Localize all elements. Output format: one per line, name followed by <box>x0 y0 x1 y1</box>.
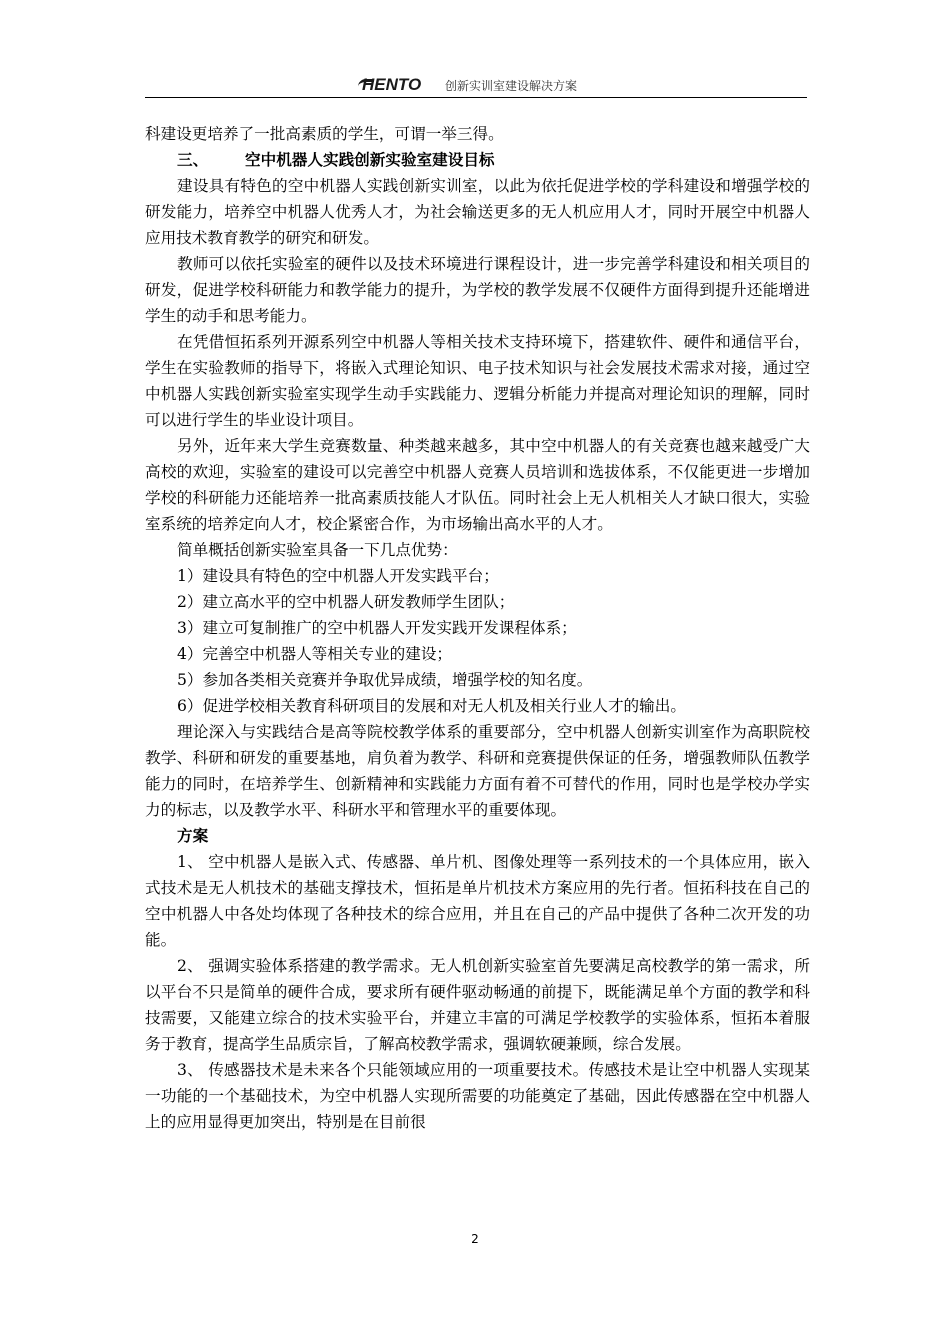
paragraph: 建设具有特色的空中机器人实践创新实训室，以此为依托促进学校的学科建设和增强学校的研发能力，培养空中机器人优秀人才，为社会输送更多的无人机应用人才，同时开展空中机器人应用技术教育教学的研究和研发。 <box>145 177 810 247</box>
paragraph: 另外，近年来大学生竞赛数量、种类越来越多，其中空中机器人的有关竞赛也越来越受广大高校的欢迎，实验室的建设可以完善空中机器人竞赛人员培训和选拔体系，不仅能更进一步增加学校的科研能力还能培养一批高素质技能人才队伍。同时社会上无人机相关人才缺口很大，实验室系统的培养定向人才，校企紧密合作，为市场输出高水平的人才。 <box>145 437 810 533</box>
section-heading <box>145 147 810 173</box>
paragraph: 简单概括创新实验室具备一下几点优势： <box>177 541 458 559</box>
plan-item: 1、 空中机器人是嵌入式、传感器、单片机、图像处理等一系列技术的一个具体应用，嵌入式技术是无人机技术的基础支撑技术，恒拓是单片机技术方案应用的先行者。恒拓科技在自己的空中机器人中各处均体现了各种技术的综合应用，并且在自己的产品中提供了各种二次开发的功能。 <box>145 853 810 949</box>
paragraph: 教师可以依托实验室的硬件以及技术环境进行课程设计，进一步完善学科建设和相关项目的研发，促进学校科研能力和教学能力的提升，为学校的教学发展不仅硬件方面得到提升还能增进学生的动手和思考能力。 <box>145 255 810 325</box>
section-title: 空中机器人实践创新实验室建设目标 <box>245 150 495 169</box>
plan-heading: 方案 <box>177 826 209 845</box>
logo-text: HENTO <box>362 75 422 94</box>
logo-swoosh-icon <box>358 79 374 94</box>
list-item: 2）建立高水平的空中机器人研发教师学生团队； <box>177 593 515 611</box>
section-number: 三、 <box>177 150 209 169</box>
paragraph-continued: 科建设更培养了一批高素质的学生，可谓一举三得。 <box>145 125 504 143</box>
plan-item: 2、 强调实验体系搭建的教学需求。无人机创新实验室首先要满足高校教学的第一需求，所以平台不只是简单的硬件合成，要求所有硬件驱动畅通的前提下，既能满足单个方面的教学和科技需要，又能建立综合的技术实验平台，并建立丰富的可满足学校教学的实验体系，恒拓本着服务于教育，提高学生品质宗旨，了解高校教学需求，强调软硬兼顾，综合发展。 <box>145 957 810 1053</box>
page-number: 2 <box>471 1232 479 1246</box>
list-item: 1）建设具有特色的空中机器人开发实践平台； <box>177 567 499 585</box>
paragraph: 理论深入与实践结合是高等院校教学体系的重要部分，空中机器人创新实训室作为高职院校教学、科研和研发的重要基地，肩负着为教学、科研和竞赛提供保证的任务，增强教师队伍教学能力的同时，在培养学生、创新精神和实践能力方面有着不可替代的作用，同时也是学校办学实力的标志，以及教学水平、科研水平和管理水平的重要体现。 <box>145 723 810 819</box>
page-header <box>145 70 807 98</box>
list-item: 5）参加各类相关竞赛并争取优异成绩，增强学校的知名度。 <box>177 671 593 689</box>
header-divider <box>145 97 807 98</box>
list-item: 4）完善空中机器人等相关专业的建设； <box>177 645 453 663</box>
hento-logo <box>362 76 428 94</box>
header-title: 创新实训室建设解决方案 <box>445 79 578 93</box>
paragraph: 在凭借恒拓系列开源系列空中机器人等相关技术支持环境下，搭建软件、硬件和通信平台，学生在实验教师的指导下，将嵌入式理论知识、电子技术知识与社会发展技术需求对接，通过空中机器人实践创新实验室实现学生动手实践能力、逻辑分析能力并提高对理论知识的理解，同时可以进行学生的毕业设计项目。 <box>145 333 810 429</box>
list-item: 3）建立可复制推广的空中机器人开发实践开发课程体系； <box>177 619 577 637</box>
document-body <box>145 121 810 1135</box>
plan-item: 3、 传感器技术是未来各个只能领域应用的一项重要技术。传感技术是让空中机器人实现某一功能的一个基础技术，为空中机器人实现所需要的功能奠定了基础，因此传感器在空中机器人上的应用显得更加突出，特别是在目前很 <box>145 1061 810 1131</box>
list-item: 6）促进学校相关教育科研项目的发展和对无人机及相关行业人才的输出。 <box>177 697 686 715</box>
